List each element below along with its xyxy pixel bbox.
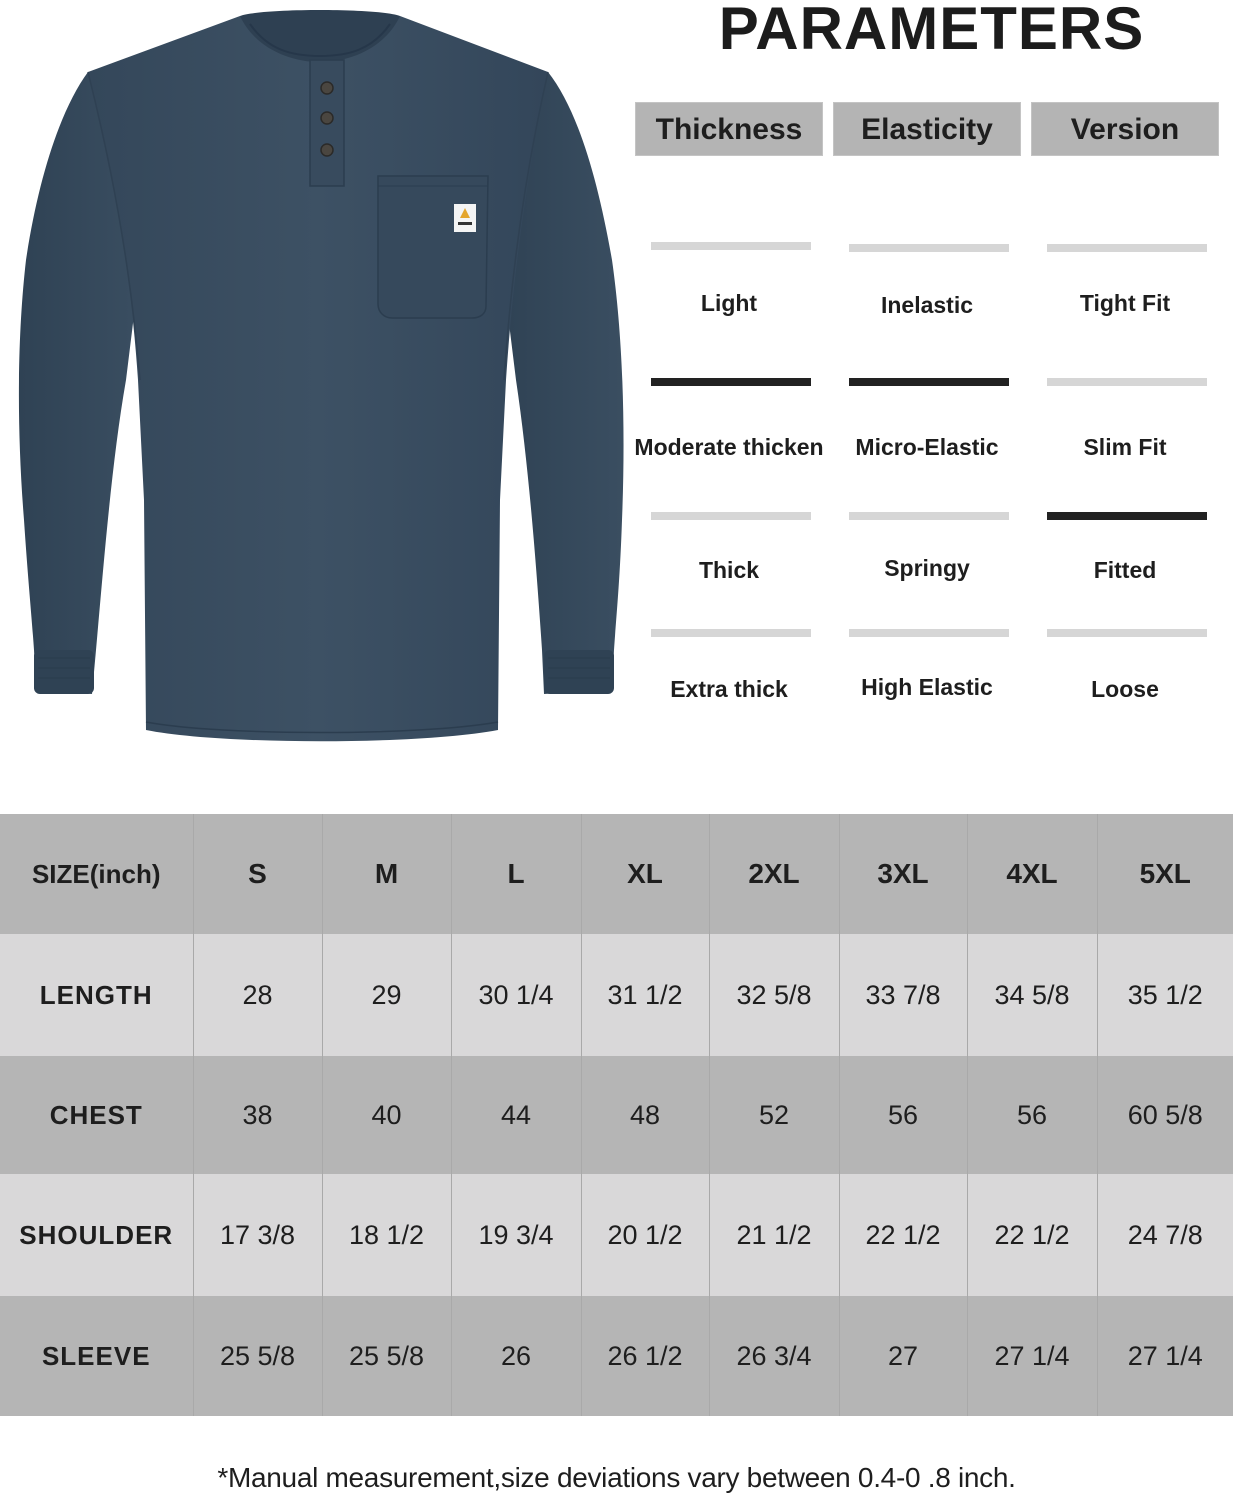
table-cell: 27 1/4 — [1097, 1296, 1233, 1416]
table-cell: 22 1/2 — [839, 1174, 967, 1296]
row-label: SLEEVE — [0, 1296, 193, 1416]
table-cell: 48 — [581, 1056, 709, 1174]
table-cell: 19 3/4 — [451, 1174, 581, 1296]
row-label: SHOULDER — [0, 1174, 193, 1296]
param-option-label: Slim Fit — [1083, 434, 1167, 460]
param-option-label: High Elastic — [861, 674, 993, 700]
param-option-label: Moderate thicken — [634, 434, 824, 460]
table-cell: 29 — [322, 934, 451, 1056]
chest-pocket — [378, 176, 488, 318]
table-row-shoulder — [0, 1174, 1233, 1296]
param-option-label: Fitted — [1093, 557, 1157, 583]
param-option-label: Micro-Elastic — [855, 434, 999, 460]
button-icon — [321, 144, 333, 156]
level-bar — [651, 629, 811, 637]
level-bar — [849, 512, 1009, 520]
button-icon — [321, 82, 333, 94]
table-cell: 21 1/2 — [709, 1174, 839, 1296]
table-cell: 27 1/4 — [967, 1296, 1097, 1416]
size-col-header: 3XL — [839, 814, 967, 934]
table-cell: 26 — [451, 1296, 581, 1416]
param-column-version — [1031, 102, 1219, 702]
table-row-sleeve — [0, 1296, 1233, 1416]
level-bar-active — [651, 378, 811, 386]
shirt-illustration — [0, 0, 640, 760]
size-chart-table — [0, 814, 1233, 1416]
table-cell: 56 — [839, 1056, 967, 1174]
level-bar — [1047, 629, 1207, 637]
size-col-header: 2XL — [709, 814, 839, 934]
table-cell: 25 5/8 — [193, 1296, 322, 1416]
table-cell: 26 3/4 — [709, 1296, 839, 1416]
size-col-header: L — [451, 814, 581, 934]
level-bar — [849, 244, 1009, 252]
table-cell: 60 5/8 — [1097, 1056, 1233, 1174]
level-bar — [1047, 244, 1207, 252]
param-option-label: Springy — [884, 555, 970, 581]
size-header-label: SIZE(inch) — [0, 814, 193, 934]
table-cell: 24 7/8 — [1097, 1174, 1233, 1296]
level-bar — [1047, 378, 1207, 386]
table-cell: 35 1/2 — [1097, 934, 1233, 1056]
level-bar-active — [849, 378, 1009, 386]
size-header-row — [0, 814, 1233, 934]
param-option-label: Thick — [698, 557, 760, 583]
param-option-label: Loose — [1091, 676, 1159, 702]
button-icon — [321, 112, 333, 124]
param-header-thickness: Thickness — [635, 102, 823, 156]
left-cuff — [34, 650, 94, 694]
table-cell: 30 1/4 — [451, 934, 581, 1056]
row-label: CHEST — [0, 1056, 193, 1174]
size-col-header: M — [322, 814, 451, 934]
param-option-label: Light — [700, 290, 758, 316]
table-cell: 17 3/8 — [193, 1174, 322, 1296]
param-column-elasticity — [833, 102, 1021, 700]
table-cell: 34 5/8 — [967, 934, 1097, 1056]
measurement-footnote: *Manual measurement,size deviations vary between 0.4-0 .8 inch. — [217, 1462, 1016, 1493]
param-column-thickness — [634, 102, 824, 702]
table-cell: 52 — [709, 1056, 839, 1174]
table-cell: 18 1/2 — [322, 1174, 451, 1296]
table-cell: 26 1/2 — [581, 1296, 709, 1416]
level-bar-active — [1047, 512, 1207, 520]
table-cell: 20 1/2 — [581, 1174, 709, 1296]
size-col-header: S — [193, 814, 322, 934]
table-cell: 31 1/2 — [581, 934, 709, 1056]
param-header-version: Version — [1031, 102, 1219, 156]
table-cell: 44 — [451, 1056, 581, 1174]
level-bar — [849, 629, 1009, 637]
table-cell: 22 1/2 — [967, 1174, 1097, 1296]
product-image-henley-shirt — [0, 0, 640, 760]
level-bar — [651, 242, 811, 250]
table-cell: 56 — [967, 1056, 1097, 1174]
table-row-length — [0, 934, 1233, 1056]
table-cell: 33 7/8 — [839, 934, 967, 1056]
param-option-label: Tight Fit — [1079, 290, 1171, 316]
table-cell: 38 — [193, 1056, 322, 1174]
table-cell: 40 — [322, 1056, 451, 1174]
size-col-header: 5XL — [1097, 814, 1233, 934]
row-label: LENGTH — [0, 934, 193, 1056]
size-col-header: 4XL — [967, 814, 1097, 934]
size-col-header: XL — [581, 814, 709, 934]
level-bar — [651, 512, 811, 520]
table-cell: 27 — [839, 1296, 967, 1416]
table-cell: 28 — [193, 934, 322, 1056]
param-option-label: Extra thick — [670, 676, 788, 702]
table-cell: 25 5/8 — [322, 1296, 451, 1416]
table-row-chest — [0, 1056, 1233, 1174]
table-cell: 32 5/8 — [709, 934, 839, 1056]
param-header-elasticity: Elasticity — [833, 102, 1021, 156]
right-cuff — [544, 650, 614, 694]
parameters-title: PARAMETERS — [718, 0, 1145, 62]
param-option-label: Inelastic — [880, 292, 974, 318]
